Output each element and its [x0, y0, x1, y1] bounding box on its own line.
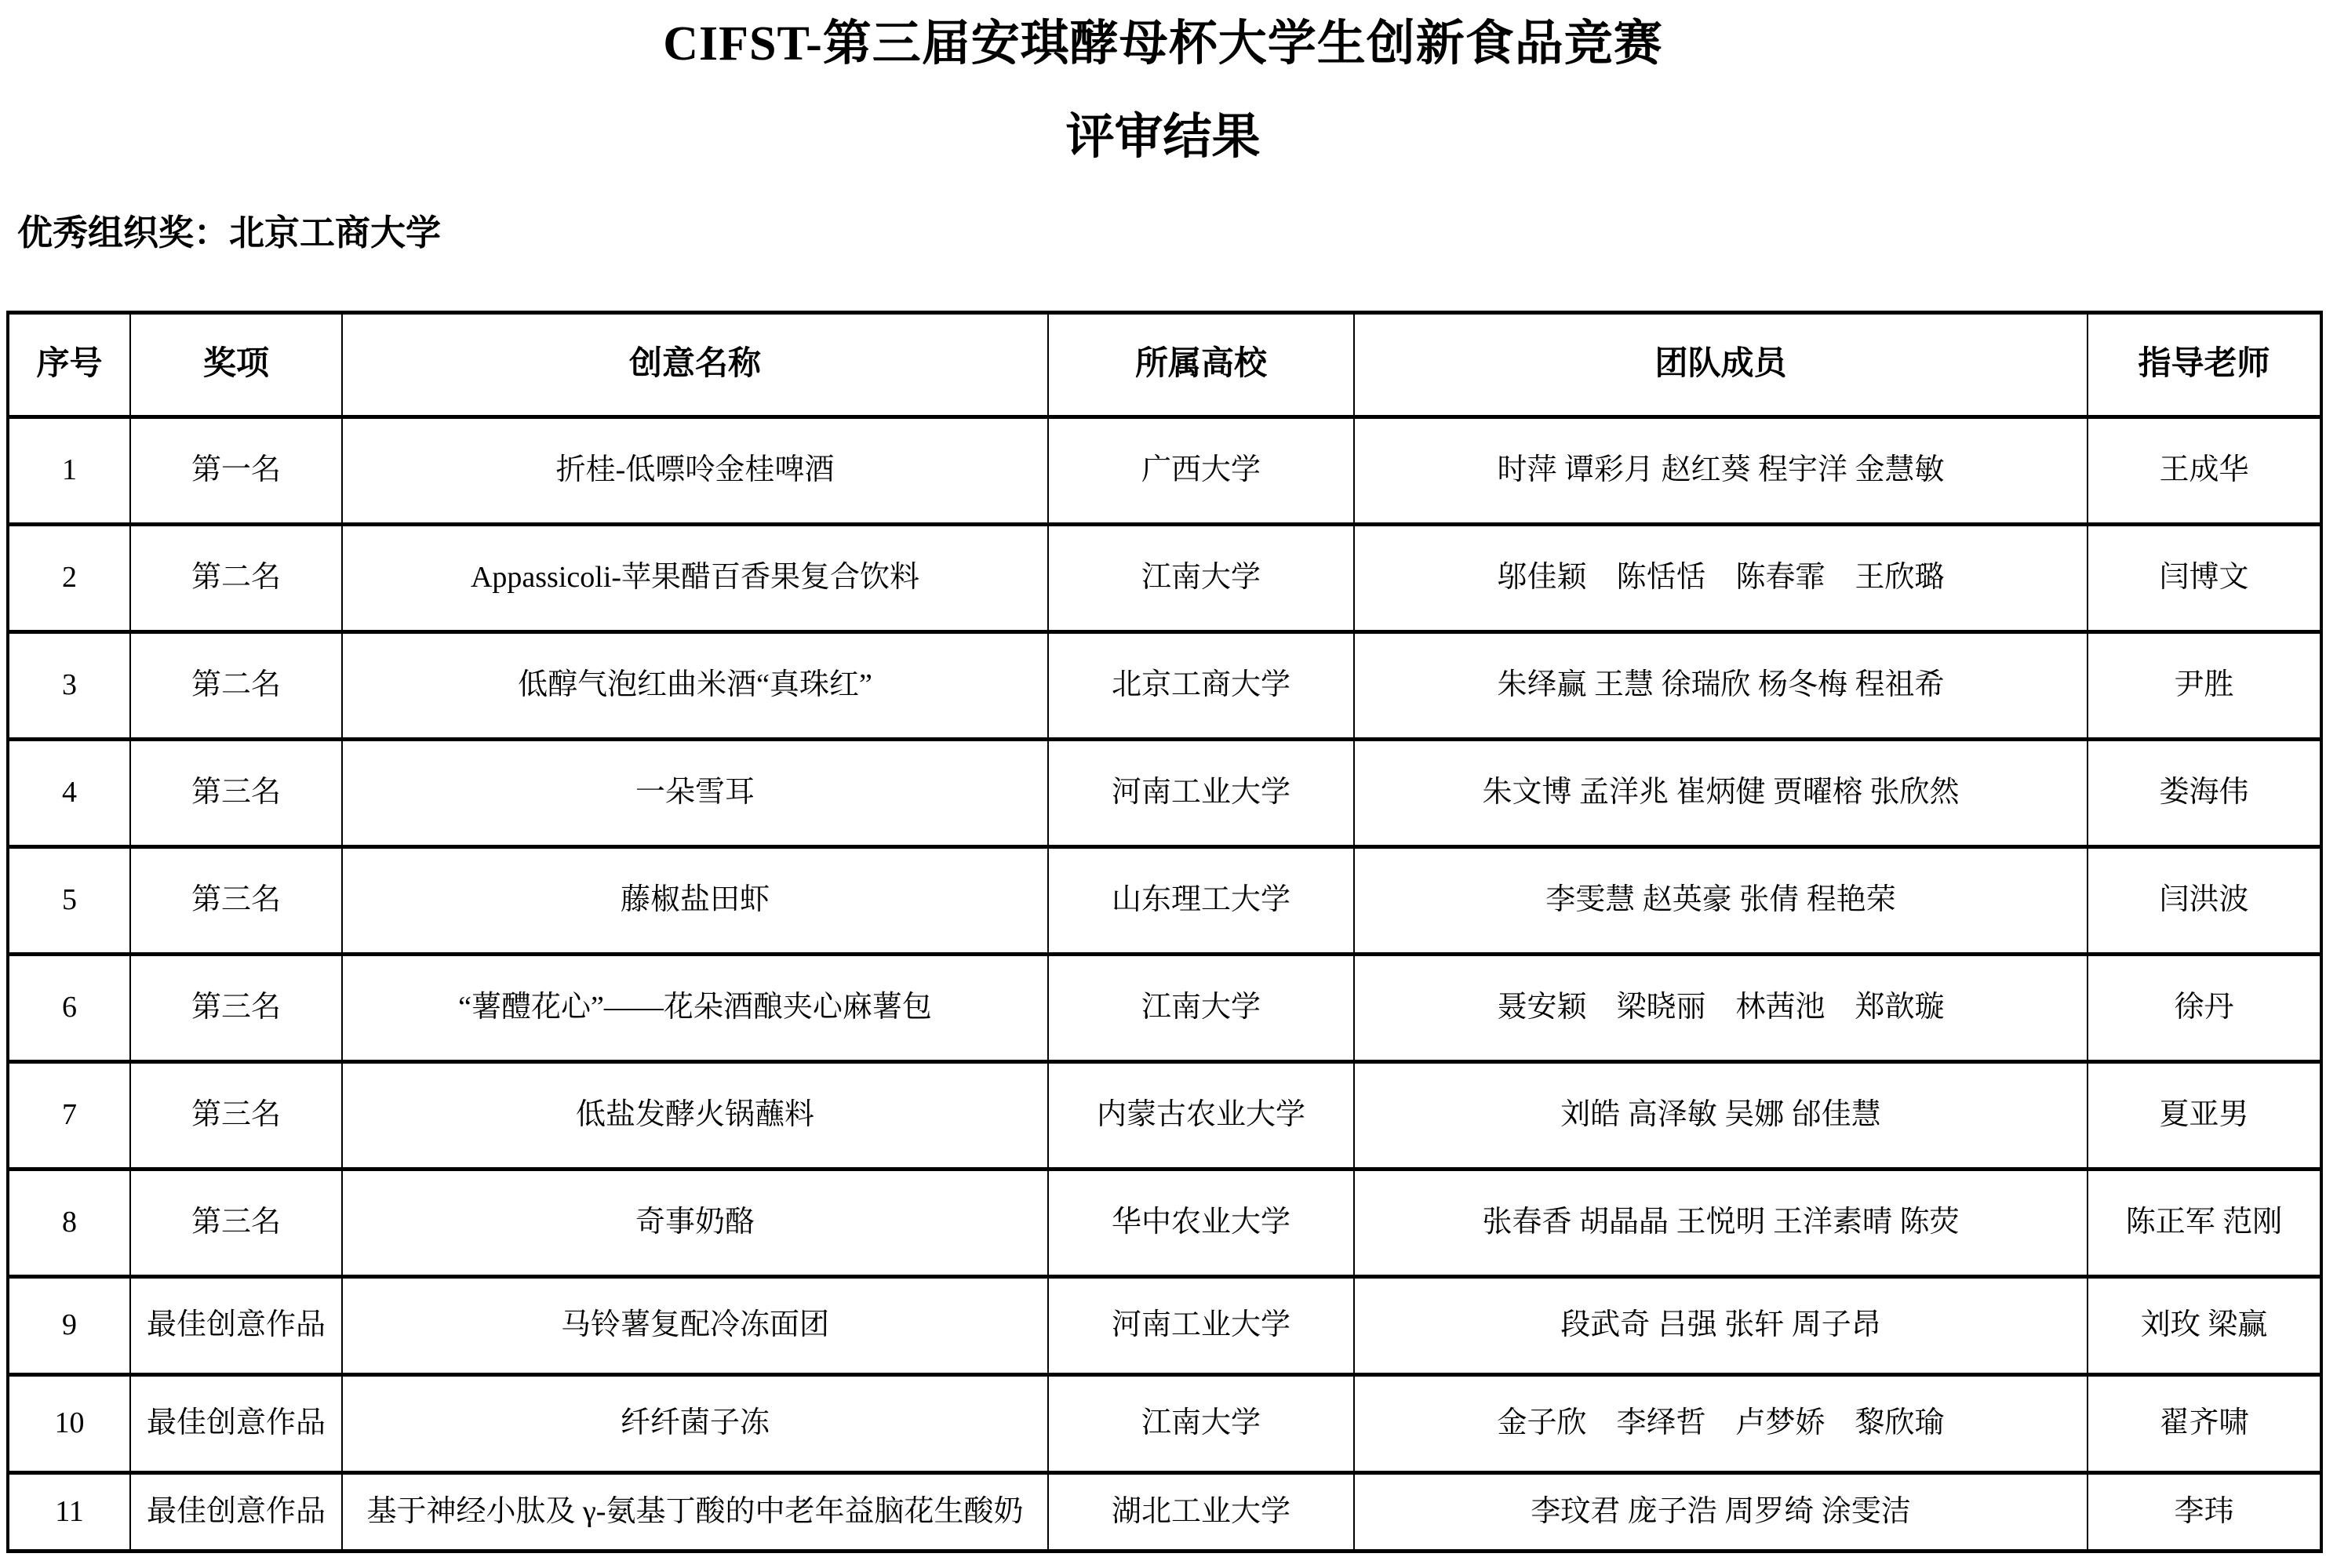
cell-award: 第三名 [130, 1169, 342, 1276]
cell-award: 第一名 [130, 417, 342, 524]
cell-no: 5 [8, 846, 130, 954]
cell-award: 第二名 [130, 524, 342, 631]
cell-teacher: 闫洪波 [2088, 846, 2321, 954]
cell-university: 江南大学 [1048, 1374, 1354, 1472]
column-header-university: 所属高校 [1048, 312, 1354, 417]
results-table [6, 311, 2323, 1553]
cell-members: 邬佳颖 陈恬恬 陈春霏 王欣璐 [1354, 524, 2088, 631]
table-row [8, 1169, 2321, 1276]
column-header-no: 序号 [8, 312, 130, 417]
organization-award-line: 优秀组织奖：北京工商大学 [17, 213, 442, 253]
cell-teacher: 陈正军 范刚 [2088, 1169, 2321, 1276]
cell-name: 折桂-低嘌呤金桂啤酒 [342, 417, 1048, 524]
cell-no: 10 [8, 1374, 130, 1472]
cell-teacher: 夏亚男 [2088, 1061, 2321, 1169]
column-header-teacher: 指导老师 [2088, 312, 2321, 417]
cell-name: 马铃薯复配冷冻面团 [342, 1276, 1048, 1374]
cell-award: 最佳创意作品 [130, 1472, 342, 1551]
cell-name: 基于神经小肽及 γ-氨基丁酸的中老年益脑花生酸奶 [342, 1472, 1048, 1551]
cell-university: 江南大学 [1048, 954, 1354, 1061]
cell-award: 第二名 [130, 631, 342, 739]
table-row [8, 524, 2321, 631]
cell-members: 李雯慧 赵英豪 张倩 程艳荣 [1354, 846, 2088, 954]
column-header-members: 团队成员 [1354, 312, 2088, 417]
cell-teacher: 李玮 [2088, 1472, 2321, 1551]
cell-members: 聂安颖 梁晓丽 林茜池 郑歆璇 [1354, 954, 2088, 1061]
cell-university: 广西大学 [1048, 417, 1354, 524]
cell-members: 段武奇 吕强 张轩 周子昂 [1354, 1276, 2088, 1374]
cell-university: 河南工业大学 [1048, 1276, 1354, 1374]
cell-name: “薯醴花心”——花朵酒酿夹心麻薯包 [342, 954, 1048, 1061]
cell-members: 朱文博 孟洋兆 崔炳健 贾曜榕 张欣然 [1354, 739, 2088, 846]
cell-name: 低醇气泡红曲米酒“真珠红” [342, 631, 1048, 739]
cell-award: 最佳创意作品 [130, 1276, 342, 1374]
cell-no: 11 [8, 1472, 130, 1551]
cell-name: Appassicoli-苹果醋百香果复合饮料 [342, 524, 1048, 631]
cell-teacher: 翟齐啸 [2088, 1374, 2321, 1472]
table-row [8, 1472, 2321, 1551]
table-row [8, 846, 2321, 954]
cell-no: 1 [8, 417, 130, 524]
column-header-name: 创意名称 [342, 312, 1048, 417]
document-title: CIFST-第三届安琪酵母杯大学生创新食品竞赛 [663, 17, 1663, 71]
cell-no: 8 [8, 1169, 130, 1276]
table-row [8, 739, 2321, 846]
cell-award: 最佳创意作品 [130, 1374, 342, 1472]
cell-university: 江南大学 [1048, 524, 1354, 631]
cell-university: 北京工商大学 [1048, 631, 1354, 739]
cell-teacher: 刘玫 梁赢 [2088, 1276, 2321, 1374]
cell-members: 朱绎赢 王慧 徐瑞欣 杨冬梅 程祖希 [1354, 631, 2088, 739]
table-row [8, 631, 2321, 739]
cell-teacher: 王成华 [2088, 417, 2321, 524]
cell-no: 7 [8, 1061, 130, 1169]
cell-name: 奇事奶酪 [342, 1169, 1048, 1276]
cell-no: 4 [8, 739, 130, 846]
column-header-award: 奖项 [130, 312, 342, 417]
cell-university: 湖北工业大学 [1048, 1472, 1354, 1551]
cell-name: 纤纤菌子冻 [342, 1374, 1048, 1472]
cell-university: 山东理工大学 [1048, 846, 1354, 954]
cell-members: 金子欣 李绎哲 卢梦娇 黎欣瑜 [1354, 1374, 2088, 1472]
cell-award: 第三名 [130, 739, 342, 846]
cell-teacher: 闫博文 [2088, 524, 2321, 631]
cell-award: 第三名 [130, 954, 342, 1061]
table-row [8, 417, 2321, 524]
cell-university: 河南工业大学 [1048, 739, 1354, 846]
cell-no: 9 [8, 1276, 130, 1374]
cell-no: 3 [8, 631, 130, 739]
table-row [8, 954, 2321, 1061]
cell-members: 刘皓 高泽敏 吴娜 邰佳慧 [1354, 1061, 2088, 1169]
cell-name: 低盐发酵火锅蘸料 [342, 1061, 1048, 1169]
document-subtitle: 评审结果 [1065, 110, 1261, 164]
cell-award: 第三名 [130, 846, 342, 954]
cell-members: 李玟君 庞子浩 周罗绮 涂雯洁 [1354, 1472, 2088, 1551]
cell-no: 6 [8, 954, 130, 1061]
table-row [8, 1374, 2321, 1472]
cell-teacher: 徐丹 [2088, 954, 2321, 1061]
cell-teacher: 娄海伟 [2088, 739, 2321, 846]
table-row [8, 1276, 2321, 1374]
table-header-row [8, 312, 2321, 417]
cell-university: 华中农业大学 [1048, 1169, 1354, 1276]
cell-name: 藤椒盐田虾 [342, 846, 1048, 954]
cell-no: 2 [8, 524, 130, 631]
cell-members: 张春香 胡晶晶 王悦明 王洋素晴 陈荧 [1354, 1169, 2088, 1276]
cell-award: 第三名 [130, 1061, 342, 1169]
cell-name: 一朵雪耳 [342, 739, 1048, 846]
cell-teacher: 尹胜 [2088, 631, 2321, 739]
table-row [8, 1061, 2321, 1169]
cell-university: 内蒙古农业大学 [1048, 1061, 1354, 1169]
cell-members: 时萍 谭彩月 赵红葵 程宇洋 金慧敏 [1354, 417, 2088, 524]
